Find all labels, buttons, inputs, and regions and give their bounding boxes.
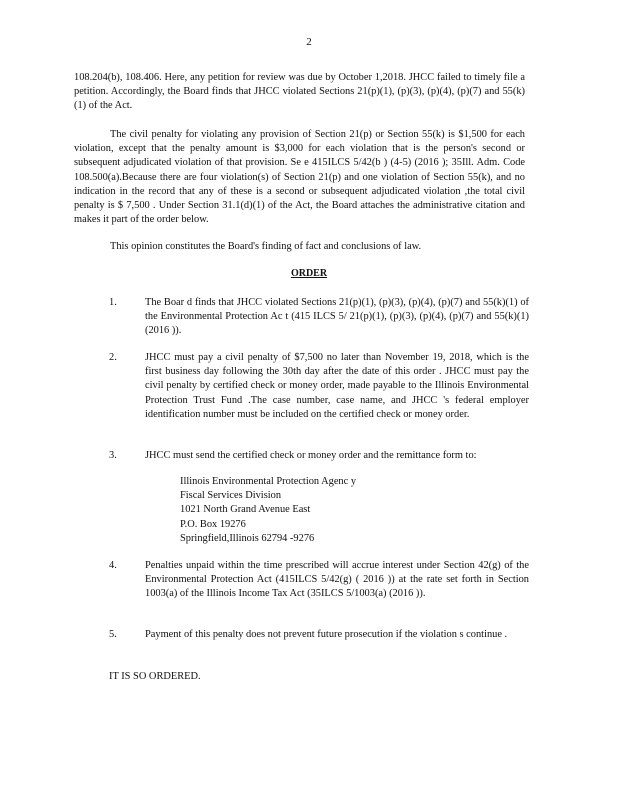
paragraph-findings: 108.204(b), 108.406. Here, any petition for review was due by October 1,2018. JHCC failed to timely file a petition. Accordingly, the Board finds that JHCC violated Sections 21(p)(1), (p)(3), (p)(4), (p)(7) and 55(k)(1) of the Act. xyxy=(74,72,525,112)
order-item-text: Payment of this penalty does not prevent future prosecution if the violation s continue . xyxy=(145,629,508,640)
order-item-number: 1. xyxy=(109,297,117,308)
paragraph-opinion: This opinion constitutes the Board's finding of fact and conclusions of law. xyxy=(110,241,422,252)
order-item-number: 4. xyxy=(109,560,117,571)
remittance-address xyxy=(180,475,356,546)
order-item-text: JHCC must send the certified check or money order and the remittance form to: xyxy=(145,450,477,461)
address-line: Fiscal Services Division xyxy=(180,490,282,502)
address-line: P.O. Box 19276 xyxy=(180,518,246,530)
address-line: 1021 North Grand Avenue East xyxy=(180,504,311,516)
order-item-text: Penalties unpaid within the time prescribed will accrue interest under Section 42(g) of the Environmental Protection Act (415ILCS 5/42(g) ( 2016 )) at the rate set forth in Section 1003(a) of the Illinois Income Tax Act (35ILCS 5/1003(a) (2016 )). xyxy=(145,560,529,600)
closing-statement: IT IS SO ORDERED. xyxy=(109,671,201,682)
address-line: Illinois Environmental Protection Agenc y xyxy=(180,476,357,487)
order-item-number: 5. xyxy=(109,629,117,640)
order-item-text: JHCC must pay a civil penalty of $7,500 no later than November 19, 2018, which is the first business day following the 30th day after the date of this order . JHCC must pay the civil penalty by certified check or money order, made payable to the Illinois Environmental Protection Trust Fund .The case number, case name, and JHCC 's federal employer identification number must be included on the certified check or money order. xyxy=(145,352,529,420)
order-heading: ORDER xyxy=(290,268,328,279)
page-number: 2 xyxy=(306,36,312,48)
order-item-number: 3. xyxy=(109,450,117,461)
paragraph-civil-penalty: The civil penalty for violating any provision of Section 21(p) or Section 55(k) is $1,500 for each violation, except that the penalty amount is $3,000 for each violation that is the person's second or subsequent adjudicated violation of that provision. Se e 415ILCS 5/42(b ) (4-5) (2016 ); 35Ill. Adm. Code 108.500(a).Because there are four violation(s) of Section 21(p) and one violation of Section 55(k), and no indication in the record that any of these is a second or subsequent adjudicated violation ,the total civil penalty is $ 7,500 . Under Section 31.1(d)(1) of the Act, the Board attaches the administrative citation and makes it part of the order below. xyxy=(74,129,525,226)
order-item-text: The Boar d finds that JHCC violated Sections 21(p)(1), (p)(3), (p)(4), (p)(7) and 55(k)(1) of the Environmental Protection Ac t (415 ILCS 5/ 21(p)(1), (p)(3), (p)(4), (p)(7) and 55(k)(1) (2016 )). xyxy=(145,297,529,337)
order-item-number: 2. xyxy=(109,352,117,363)
address-line: Springfield,Illinois 62794 -9276 xyxy=(180,532,315,544)
